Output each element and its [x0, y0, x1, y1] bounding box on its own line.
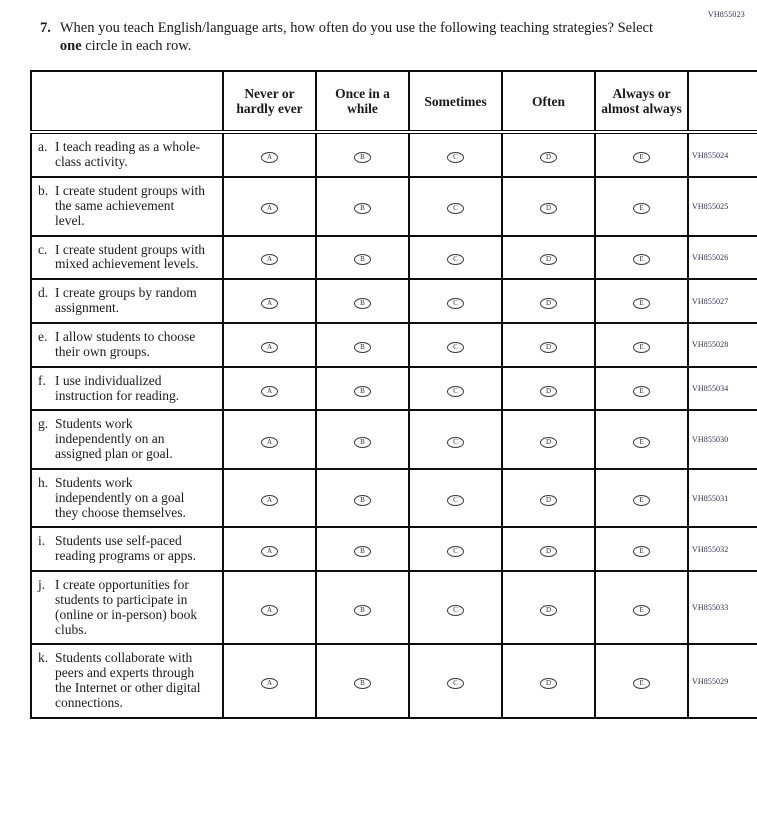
option-cell-never: [223, 644, 316, 717]
option-cell-never: [223, 571, 316, 644]
row-letter: e.: [38, 328, 48, 344]
header-row: [31, 71, 757, 132]
option-cell-always: [595, 279, 688, 323]
option-cell-sometimes: [409, 644, 502, 717]
option-cell-sometimes: [409, 527, 502, 571]
answer-bubble-b[interactable]: B: [354, 203, 371, 214]
answer-bubble-b[interactable]: B: [354, 386, 371, 397]
option-cell-always: [595, 236, 688, 280]
answer-bubble-b[interactable]: B: [354, 254, 371, 265]
row-letter: h.: [38, 474, 49, 490]
answer-bubble-b[interactable]: B: [354, 678, 371, 689]
row-letter: c.: [38, 241, 48, 257]
option-cell-once-in-a-while: [316, 279, 409, 323]
form-code: VH855023: [707, 10, 745, 19]
row-code: VH855031: [688, 469, 757, 528]
question-number: 7.: [40, 20, 51, 36]
option-cell-once-in-a-while: [316, 644, 409, 717]
question-text-bold: one: [59, 37, 82, 54]
answer-bubble-d[interactable]: D: [540, 298, 557, 309]
answer-bubble-c[interactable]: C: [447, 203, 464, 214]
answer-bubble-e[interactable]: E: [633, 386, 650, 397]
option-cell-often: [502, 410, 595, 469]
option-cell-often: [502, 367, 595, 411]
answer-bubble-b[interactable]: B: [354, 152, 371, 163]
column-header-never-or-hardly-ever: Never or hardly ever: [223, 71, 316, 132]
answer-bubble-c[interactable]: C: [447, 678, 464, 689]
column-header-once-in-a-while: Once in a while: [316, 71, 409, 132]
row-statement: I create student groups with mixed achievement levels.: [55, 241, 205, 272]
option-cell-once-in-a-while: [316, 132, 409, 177]
answer-bubble-c[interactable]: C: [447, 437, 464, 448]
option-cell-sometimes: [409, 469, 502, 528]
row-statement: Students work independently on a goal they choose themselves.: [55, 474, 186, 520]
table-row: [31, 469, 757, 528]
answer-bubble-d[interactable]: D: [540, 495, 557, 506]
option-cell-sometimes: [409, 132, 502, 177]
answer-bubble-d[interactable]: D: [540, 437, 557, 448]
row-code: VH855033: [688, 571, 757, 644]
option-cell-never: [223, 132, 316, 177]
answer-bubble-d[interactable]: D: [540, 678, 557, 689]
answer-bubble-a[interactable]: A: [261, 203, 278, 214]
row-statement: I create opportunities for students to participate in (online or in-person) book clubs.: [55, 577, 198, 637]
option-cell-sometimes: [409, 367, 502, 411]
table-row: [31, 527, 757, 571]
question-text: [60, 20, 660, 55]
row-stem: [31, 644, 223, 717]
answer-bubble-a[interactable]: A: [261, 678, 278, 689]
answer-bubble-d[interactable]: D: [540, 254, 557, 265]
row-code: VH855030: [688, 410, 757, 469]
answer-bubble-d[interactable]: D: [540, 203, 557, 214]
row-stem: [31, 571, 223, 644]
question-text-part2: circle in each row.: [81, 37, 192, 54]
option-cell-always: [595, 132, 688, 177]
row-stem: [31, 527, 223, 571]
row-letter: k.: [38, 650, 49, 666]
row-statement: I use individualized instruction for reading.: [55, 372, 180, 403]
answer-bubble-a[interactable]: A: [261, 386, 278, 397]
option-cell-never: [223, 410, 316, 469]
table-row: [31, 177, 757, 236]
answer-bubble-e[interactable]: E: [633, 546, 650, 557]
answer-bubble-a[interactable]: A: [261, 605, 278, 616]
row-code: VH855025: [688, 177, 757, 236]
option-cell-never: [223, 236, 316, 280]
option-cell-often: [502, 132, 595, 177]
option-cell-sometimes: [409, 236, 502, 280]
row-stem: [31, 236, 223, 280]
column-header-often: Often: [502, 71, 595, 132]
stem-column-header: [31, 71, 223, 132]
row-statement: Students collaborate with peers and experts through the Internet or other digital connections.: [55, 650, 201, 710]
option-cell-never: [223, 177, 316, 236]
row-code: VH855028: [688, 323, 757, 367]
row-stem: [31, 367, 223, 411]
row-stem: [31, 323, 223, 367]
answer-bubble-c[interactable]: C: [447, 605, 464, 616]
column-header-always-or-almost-always: Always or almost always: [595, 71, 688, 132]
row-stem: [31, 469, 223, 528]
option-cell-never: [223, 367, 316, 411]
option-cell-once-in-a-while: [316, 410, 409, 469]
answer-bubble-b[interactable]: B: [354, 605, 371, 616]
row-code: VH855024: [688, 132, 757, 177]
option-cell-once-in-a-while: [316, 177, 409, 236]
option-cell-never: [223, 469, 316, 528]
answer-bubble-d[interactable]: D: [540, 386, 557, 397]
option-cell-always: [595, 177, 688, 236]
answer-bubble-b[interactable]: B: [354, 437, 371, 448]
row-letter: d.: [38, 285, 49, 301]
question-7: [40, 20, 727, 55]
row-letter: f.: [38, 372, 46, 388]
table-row: [31, 132, 757, 177]
option-cell-often: [502, 279, 595, 323]
answer-bubble-b[interactable]: B: [354, 495, 371, 506]
option-cell-often: [502, 323, 595, 367]
answer-bubble-e[interactable]: E: [633, 437, 650, 448]
option-cell-sometimes: [409, 279, 502, 323]
answer-bubble-c[interactable]: C: [447, 495, 464, 506]
answer-bubble-e[interactable]: E: [633, 152, 650, 163]
option-cell-often: [502, 527, 595, 571]
answer-bubble-c[interactable]: C: [447, 298, 464, 309]
row-stem: [31, 132, 223, 177]
row-statement: I allow students to choose their own groups.: [55, 328, 196, 359]
option-cell-once-in-a-while: [316, 571, 409, 644]
option-cell-often: [502, 571, 595, 644]
table-row: [31, 644, 757, 717]
row-code: VH855026: [688, 236, 757, 280]
row-statement: Students use self-paced reading programs or apps.: [55, 533, 196, 564]
option-cell-sometimes: [409, 410, 502, 469]
answer-bubble-e[interactable]: E: [633, 342, 650, 353]
row-letter: i.: [38, 533, 46, 549]
option-cell-sometimes: [409, 323, 502, 367]
option-cell-sometimes: [409, 571, 502, 644]
table-row: [31, 410, 757, 469]
answer-bubble-a[interactable]: A: [261, 298, 278, 309]
answer-bubble-b[interactable]: B: [354, 342, 371, 353]
option-cell-often: [502, 644, 595, 717]
row-statement: I create groups by random assignment.: [55, 285, 197, 316]
row-stem: [31, 279, 223, 323]
question-text-part1: When you teach English/language arts, how often do you use the following teaching strategies? Select: [59, 20, 653, 36]
answer-bubble-a[interactable]: A: [261, 546, 278, 557]
answer-bubble-c[interactable]: C: [447, 546, 464, 557]
option-cell-often: [502, 177, 595, 236]
table-row: [31, 279, 757, 323]
code-column-header: [688, 71, 757, 132]
row-statement: I create student groups with the same achievement level.: [55, 183, 205, 228]
option-cell-always: [595, 410, 688, 469]
option-cell-never: [223, 323, 316, 367]
row-stem: [31, 410, 223, 469]
answer-bubble-e[interactable]: E: [633, 254, 650, 265]
row-code: VH855034: [688, 367, 757, 411]
row-letter: j.: [38, 577, 46, 593]
option-cell-once-in-a-while: [316, 236, 409, 280]
answer-bubble-a[interactable]: A: [261, 437, 278, 448]
row-code: VH855032: [688, 527, 757, 571]
row-letter: g.: [38, 416, 49, 432]
answer-bubble-a[interactable]: A: [261, 152, 278, 163]
option-cell-once-in-a-while: [316, 469, 409, 528]
option-cell-once-in-a-while: [316, 527, 409, 571]
answer-bubble-a[interactable]: A: [261, 254, 278, 265]
table-row: [31, 571, 757, 644]
row-letter: b.: [38, 183, 49, 199]
table-row: [31, 367, 757, 411]
option-cell-once-in-a-while: [316, 367, 409, 411]
option-cell-once-in-a-while: [316, 323, 409, 367]
option-cell-never: [223, 279, 316, 323]
answer-bubble-d[interactable]: D: [540, 342, 557, 353]
answer-bubble-a[interactable]: A: [261, 495, 278, 506]
row-stem: [31, 177, 223, 236]
option-cell-never: [223, 527, 316, 571]
answer-bubble-e[interactable]: E: [633, 678, 650, 689]
option-cell-always: [595, 644, 688, 717]
row-code: VH855029: [688, 644, 757, 717]
option-cell-always: [595, 323, 688, 367]
column-header-sometimes: Sometimes: [409, 71, 502, 132]
answer-bubble-d[interactable]: D: [540, 152, 557, 163]
strategy-frequency-table: [30, 70, 757, 718]
table-row: [31, 236, 757, 280]
answer-bubble-d[interactable]: D: [540, 546, 557, 557]
option-cell-always: [595, 527, 688, 571]
answer-bubble-b[interactable]: B: [354, 298, 371, 309]
row-statement: Students work independently on an assigned plan or goal.: [55, 416, 173, 462]
option-cell-often: [502, 469, 595, 528]
table-row: [31, 323, 757, 367]
answer-bubble-d[interactable]: D: [540, 605, 557, 616]
answer-bubble-e[interactable]: E: [633, 605, 650, 616]
option-cell-often: [502, 236, 595, 280]
answer-bubble-c[interactable]: C: [447, 152, 464, 163]
row-statement: I teach reading as a whole-class activity.: [55, 139, 201, 170]
option-cell-always: [595, 367, 688, 411]
answer-bubble-c[interactable]: C: [447, 254, 464, 265]
strategy-table-body: [31, 132, 757, 717]
answer-bubble-e[interactable]: E: [633, 495, 650, 506]
row-code: VH855027: [688, 279, 757, 323]
answer-bubble-e[interactable]: E: [633, 203, 650, 214]
answer-bubble-e[interactable]: E: [633, 298, 650, 309]
option-cell-sometimes: [409, 177, 502, 236]
answer-bubble-b[interactable]: B: [354, 546, 371, 557]
answer-bubble-a[interactable]: A: [261, 342, 278, 353]
answer-bubble-c[interactable]: C: [447, 386, 464, 397]
answer-bubble-c[interactable]: C: [447, 342, 464, 353]
option-cell-always: [595, 571, 688, 644]
option-cell-always: [595, 469, 688, 528]
row-letter: a.: [38, 139, 48, 155]
